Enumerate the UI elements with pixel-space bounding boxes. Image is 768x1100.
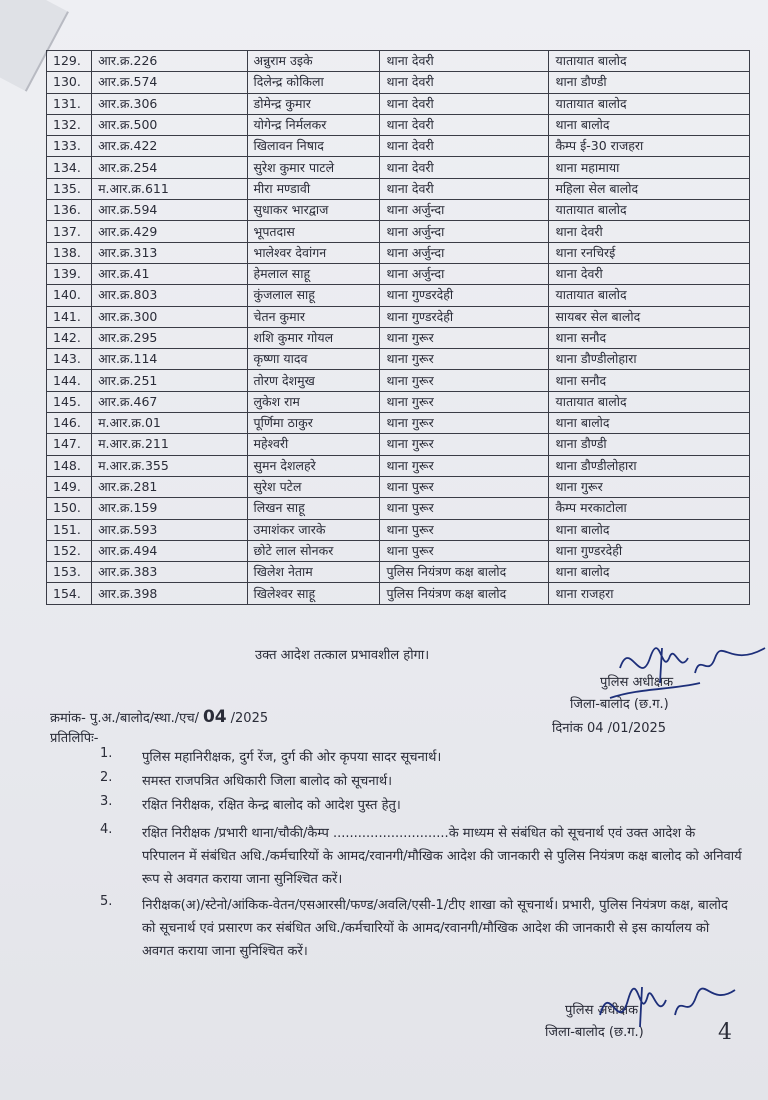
effect-line: उक्त आदेश तत्काल प्रभावशील होगा।: [255, 648, 430, 663]
employee-name: महेश्वरी: [247, 434, 380, 455]
serial-number: 137.: [47, 221, 92, 242]
table-row: [47, 178, 750, 199]
constable-number: आर.क्र.429: [92, 221, 247, 242]
new-posting: थाना रनचिरई: [549, 242, 750, 263]
employee-name: सुरेश कुमार पाटले: [247, 157, 380, 178]
current-posting: थाना अर्जुन्दा: [380, 263, 549, 284]
serial-number: 136.: [47, 200, 92, 221]
table-row: [47, 562, 750, 583]
serial-number: 142.: [47, 327, 92, 348]
serial-number: 149.: [47, 476, 92, 497]
current-posting: थाना देवरी: [380, 51, 549, 72]
current-posting: थाना देवरी: [380, 157, 549, 178]
current-posting: थाना पुरूर: [380, 498, 549, 519]
current-posting: थाना गुण्डरदेही: [380, 306, 549, 327]
current-posting: थाना देवरी: [380, 72, 549, 93]
new-posting: यातायात बालोद: [549, 200, 750, 221]
copy-item-number: 3.: [100, 794, 113, 809]
current-posting: थाना पुरूर: [380, 519, 549, 540]
serial-number: 139.: [47, 263, 92, 284]
table-row: [47, 455, 750, 476]
reference-number: [50, 707, 268, 727]
new-posting: थाना बालोद: [549, 114, 750, 135]
constable-number: म.आर.क्र.211: [92, 434, 247, 455]
copy-item-text: रक्षित निरीक्षक /प्रभारी थाना/चौकी/कैम्प ............................के माध्यम से संबंधित को सूचनार्थ एवं उक्त आदेश के परिपालन में संबंधित अधि./कर्मचारियों के आमद/रवानगी/मौखिक आदेश की जानकारी से पुलिस नियंत्रण कक्ष बालोद को अनिवार्य रूप से अवगत कराया जाना सुनिश्चित करें।: [142, 826, 742, 887]
serial-number: 132.: [47, 114, 92, 135]
serial-number: 150.: [47, 498, 92, 519]
employee-name: खिलावन निषाद: [247, 136, 380, 157]
constable-number: आर.क्र.300: [92, 306, 247, 327]
serial-number: 144.: [47, 370, 92, 391]
current-posting: थाना पुरूर: [380, 540, 549, 561]
transfer-table-body: [47, 51, 750, 605]
constable-number: आर.क्र.500: [92, 114, 247, 135]
new-posting: थाना डौण्डी: [549, 434, 750, 455]
signatory-district: जिला-बालोद (छ.ग.): [570, 697, 669, 712]
copy-item-text: समस्त राजपत्रित अधिकारी जिला बालोद को सूचनार्थ।: [142, 774, 393, 789]
signature-bottom-icon: [560, 965, 740, 1055]
table-row: [47, 51, 750, 72]
employee-name: चेतन कुमार: [247, 306, 380, 327]
serial-number: 140.: [47, 285, 92, 306]
current-posting: थाना गुरूर: [380, 434, 549, 455]
table-row: [47, 221, 750, 242]
employee-name: छोटे लाल सोनकर: [247, 540, 380, 561]
copy-item-number: 4.: [100, 822, 113, 837]
constable-number: आर.क्र.159: [92, 498, 247, 519]
employee-name: अन्नुराम उइके: [247, 51, 380, 72]
table-row: [47, 434, 750, 455]
employee-name: सुधाकर भारद्वाज: [247, 200, 380, 221]
current-posting: थाना गुरूर: [380, 370, 549, 391]
copy-item-number: 5.: [100, 894, 113, 909]
serial-number: 141.: [47, 306, 92, 327]
constable-number: आर.क्र.251: [92, 370, 247, 391]
new-posting: यातायात बालोद: [549, 391, 750, 412]
table-row: [47, 583, 750, 604]
employee-name: मीरा मण्डावी: [247, 178, 380, 199]
copy-item-number: 1.: [100, 746, 113, 761]
new-posting: यातायात बालोद: [549, 51, 750, 72]
new-posting: थाना सनौद: [549, 327, 750, 348]
signatory-district: जिला-बालोद (छ.ग.): [545, 1025, 644, 1040]
reference-prefix: क्रमांक- पु.अ./बालोद/स्था./एच/: [50, 711, 199, 726]
serial-number: 134.: [47, 157, 92, 178]
constable-number: आर.क्र.803: [92, 285, 247, 306]
new-posting: कैम्प ई-30 राजहरा: [549, 136, 750, 157]
serial-number: 153.: [47, 562, 92, 583]
employee-name: खिलेश्वर साहू: [247, 583, 380, 604]
new-posting: थाना बालोद: [549, 413, 750, 434]
constable-number: आर.क्र.594: [92, 200, 247, 221]
current-posting: थाना देवरी: [380, 178, 549, 199]
new-posting: थाना राजहरा: [549, 583, 750, 604]
table-row: [47, 157, 750, 178]
transfer-table: [46, 50, 750, 605]
page-number: 4: [718, 1020, 732, 1045]
current-posting: थाना गुरूर: [380, 349, 549, 370]
employee-name: भालेश्वर देवांगन: [247, 242, 380, 263]
new-posting: कैम्प मरकाटोला: [549, 498, 750, 519]
new-posting: थाना डौण्डी: [549, 72, 750, 93]
current-posting: थाना अर्जुन्दा: [380, 242, 549, 263]
current-posting: थाना पुरूर: [380, 476, 549, 497]
employee-name: खिलेश नेताम: [247, 562, 380, 583]
new-posting: सायबर सेल बालोद: [549, 306, 750, 327]
employee-name: सुमन देशलहरे: [247, 455, 380, 476]
employee-name: शशि कुमार गोयल: [247, 327, 380, 348]
current-posting: पुलिस नियंत्रण कक्ष बालोद: [380, 583, 549, 604]
current-posting: थाना गुरूर: [380, 391, 549, 412]
employee-name: लिखन साहू: [247, 498, 380, 519]
current-posting: थाना देवरी: [380, 114, 549, 135]
current-posting: थाना देवरी: [380, 93, 549, 114]
constable-number: आर.क्र.226: [92, 51, 247, 72]
constable-number: आर.क्र.398: [92, 583, 247, 604]
table-row: [47, 285, 750, 306]
copy-item-number: 2.: [100, 770, 113, 785]
employee-name: उमाशंकर जारके: [247, 519, 380, 540]
serial-number: 133.: [47, 136, 92, 157]
current-posting: थाना अर्जुन्दा: [380, 200, 549, 221]
table-row: [47, 306, 750, 327]
constable-number: आर.क्र.254: [92, 157, 247, 178]
new-posting: थाना महामाया: [549, 157, 750, 178]
constable-number: आर.क्र.281: [92, 476, 247, 497]
employee-name: दिलेन्द्र कोकिला: [247, 72, 380, 93]
new-posting: थाना देवरी: [549, 263, 750, 284]
table-row: [47, 370, 750, 391]
employee-name: सुरेश पटेल: [247, 476, 380, 497]
constable-number: आर.क्र.313: [92, 242, 247, 263]
serial-number: 151.: [47, 519, 92, 540]
table-row: [47, 242, 750, 263]
new-posting: थाना डौण्डीलोहारा: [549, 455, 750, 476]
current-posting: थाना गुरूर: [380, 413, 549, 434]
signatory-title: पुलिस अधीक्षक: [600, 675, 674, 690]
serial-number: 154.: [47, 583, 92, 604]
serial-number: 129.: [47, 51, 92, 72]
new-posting: थाना बालोद: [549, 519, 750, 540]
constable-number: आर.क्र.295: [92, 327, 247, 348]
new-posting: थाना बालोद: [549, 562, 750, 583]
new-posting: थाना गुण्डरदेही: [549, 540, 750, 561]
order-date: दिनांक 04 /01/2025: [552, 721, 667, 736]
table-row: [47, 72, 750, 93]
constable-number: आर.क्र.114: [92, 349, 247, 370]
new-posting: यातायात बालोद: [549, 93, 750, 114]
current-posting: थाना गुरूर: [380, 327, 549, 348]
constable-number: आर.क्र.574: [92, 72, 247, 93]
copy-item-text: निरीक्षक(अ)/स्टेनो/आंकिक-वेतन/एसआरसी/फण्ड/अवलि/एसी-1/टीए शाखा को सूचनार्थ। प्रभारी, पुलिस नियंत्रण कक्ष, बालोद को सूचनार्थ एवं प्रसारण कर संबंधित अधि./कर्मचारियों के आमद/रवानगी/मौखिक आदेश की जानकारी से इस कार्यालय को अवगत कराया जाना सुनिश्चित करें।: [142, 898, 728, 959]
constable-number: आर.क्र.383: [92, 562, 247, 583]
table-row: [47, 327, 750, 348]
new-posting: थाना देवरी: [549, 221, 750, 242]
serial-number: 131.: [47, 93, 92, 114]
table-row: [47, 498, 750, 519]
current-posting: पुलिस नियंत्रण कक्ष बालोद: [380, 562, 549, 583]
serial-number: 145.: [47, 391, 92, 412]
table-row: [47, 540, 750, 561]
employee-name: योगेन्द्र निर्मलकर: [247, 114, 380, 135]
serial-number: 148.: [47, 455, 92, 476]
table-row: [47, 200, 750, 221]
serial-number: 135.: [47, 178, 92, 199]
constable-number: म.आर.क्र.355: [92, 455, 247, 476]
constable-number: आर.क्र.494: [92, 540, 247, 561]
new-posting: यातायात बालोद: [549, 285, 750, 306]
constable-number: म.आर.क्र.611: [92, 178, 247, 199]
table-row: [47, 349, 750, 370]
copy-to-heading: प्रतिलिपिः-: [50, 731, 99, 746]
signature-top-icon: [600, 628, 768, 708]
serial-number: 130.: [47, 72, 92, 93]
new-posting: थाना डौण्डीलोहारा: [549, 349, 750, 370]
employee-name: तोरण देशमुख: [247, 370, 380, 391]
serial-number: 146.: [47, 413, 92, 434]
employee-name: पूर्णिमा ठाकुर: [247, 413, 380, 434]
new-posting: महिला सेल बालोद: [549, 178, 750, 199]
constable-number: आर.क्र.422: [92, 136, 247, 157]
table-row: [47, 136, 750, 157]
copy-item-text: पुलिस महानिरीक्षक, दुर्ग रेंज, दुर्ग की ओर कृपया सादर सूचनार्थ।: [142, 750, 442, 765]
table-row: [47, 263, 750, 284]
table-row: [47, 391, 750, 412]
table-row: [47, 476, 750, 497]
constable-number: म.आर.क्र.01: [92, 413, 247, 434]
employee-name: लुकेश राम: [247, 391, 380, 412]
employee-name: कृष्णा यादव: [247, 349, 380, 370]
constable-number: आर.क्र.467: [92, 391, 247, 412]
serial-number: 147.: [47, 434, 92, 455]
new-posting: थाना गुरूर: [549, 476, 750, 497]
employee-name: भूपतदास: [247, 221, 380, 242]
current-posting: थाना देवरी: [380, 136, 549, 157]
constable-number: आर.क्र.306: [92, 93, 247, 114]
copy-item-text: रक्षित निरीक्षक, रक्षित केन्द्र बालोद को आदेश पुस्त हेतु।: [142, 798, 401, 813]
current-posting: थाना गुरूर: [380, 455, 549, 476]
reference-year: /2025: [230, 711, 269, 726]
constable-number: आर.क्र.593: [92, 519, 247, 540]
signatory-title: पुलिस अधीक्षक: [565, 1003, 639, 1018]
serial-number: 138.: [47, 242, 92, 263]
new-posting: थाना सनौद: [549, 370, 750, 391]
table-row: [47, 413, 750, 434]
serial-number: 152.: [47, 540, 92, 561]
table-row: [47, 114, 750, 135]
employee-name: हेमलाल साहू: [247, 263, 380, 284]
constable-number: आर.क्र.41: [92, 263, 247, 284]
table-row: [47, 93, 750, 114]
current-posting: थाना गुण्डरदेही: [380, 285, 549, 306]
current-posting: थाना अर्जुन्दा: [380, 221, 549, 242]
reference-handwritten-number: 04: [202, 707, 227, 727]
serial-number: 143.: [47, 349, 92, 370]
table-row: [47, 519, 750, 540]
employee-name: डोमेन्द्र कुमार: [247, 93, 380, 114]
employee-name: कुंजलाल साहू: [247, 285, 380, 306]
